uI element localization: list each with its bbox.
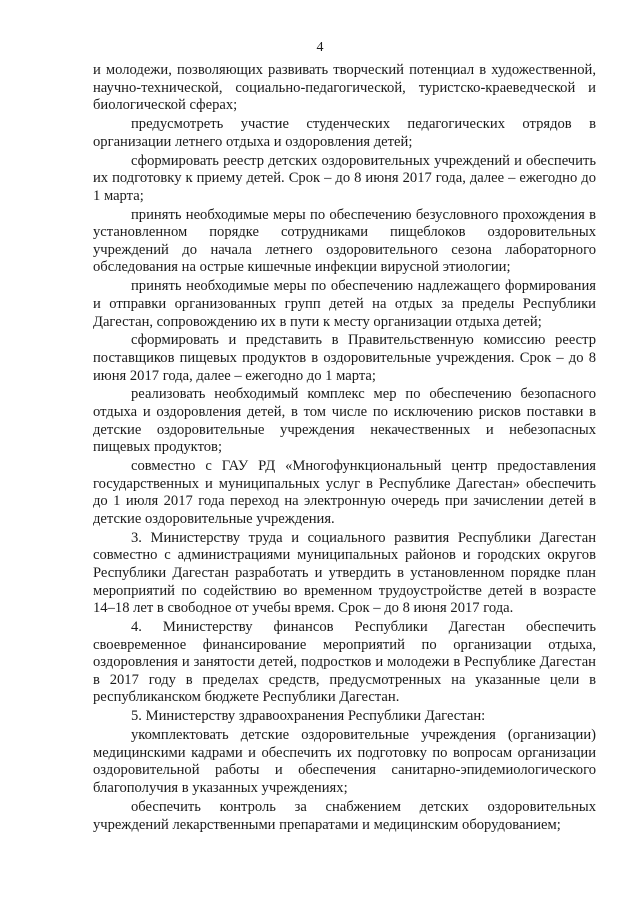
paragraph-9: 3. Министерству труда и социального развития Республики Дагестан совместно с администрациями муниципальных районов и городских округов Республики Дагестан разработать и утвердить в установленном порядке план мероприятий по содействию во временном трудоустройстве детей в возрасте 14–18 лет в свободное от учебы время. Срок – до 8 июня 2017 года. bbox=[93, 529, 596, 617]
paragraph-10: 4. Министерству финансов Республики Дагестан обеспечить своевременное финансирование мероприятий по организации отдыха, оздоровления и занятости детей, подростков и молодежи в Республике Дагестан в 2017 году в пределах средств, предусмотренных на указанные цели в республиканском бюджете Республики Дагестан. bbox=[93, 619, 596, 706]
paragraph-11: 5. Министерству здравоохранения Республики Дагестан: bbox=[131, 708, 486, 725]
paragraph-4: принять необходимые меры по обеспечению безусловного прохождения в установленном порядке сотрудниками пищеблоков оздоровительных учреждений до начала летнего оздоровительного сезона лабораторного обследования на острые кишечные инфекции вирусной этиологии; bbox=[93, 206, 596, 276]
page-number: 4 bbox=[316, 40, 324, 55]
document-body bbox=[93, 62, 596, 835]
paragraph-1: и молодежи, позволяющих развивать творческий потенциал в художественной, научно-технической, социально-педагогической, туристско-краеведческой и биологической сферах; bbox=[93, 62, 596, 114]
paragraph-8: совместно с ГАУ РД «Многофункциональный центр предоставления государственных и муниципальных услуг в Республике Дагестан» обеспечить до 1 июля 2017 года переход на электронную очередь при зачислении детей в детские оздоровительные учреждения. bbox=[93, 458, 596, 527]
paragraph-13: обеспечить контроль за снабжением детских оздоровительных учреждений лекарственными препаратами и медицинским оборудованием; bbox=[93, 798, 596, 833]
paragraph-12: укомплектовать детские оздоровительные учреждения (организации) медицинскими кадрами и обеспечить их подготовку по вопросам организации оздоровительной работы и обеспечения санитарно-эпидемиологического благополучия в указанных учреждениях; bbox=[93, 727, 596, 797]
paragraph-2: предусмотреть участие студенческих педагогических отрядов в организации летнего отдыха и оздоровления детей; bbox=[93, 116, 596, 150]
paragraph-7: реализовать необходимый комплекс мер по обеспечению безопасного отдыха и оздоровления детей, в том числе по исключению рисков поставки в детские оздоровительные учреждения некачественных и небезопасных пищевых продуктов; bbox=[93, 386, 596, 456]
paragraph-6: сформировать и представить в Правительственную комиссию реестр поставщиков пищевых продуктов в оздоровительные учреждения. Срок – до 8 июня 2017 года, далее – ежегодно до 1 марта; bbox=[93, 332, 596, 384]
paragraph-5: принять необходимые меры по обеспечению надлежащего формирования и отправки организованных групп детей на отдых за пределы Республики Дагестан, сопровождению их в пути к месту организации отдыха детей; bbox=[93, 278, 596, 330]
paragraph-3: сформировать реестр детских оздоровительных учреждений и обеспечить их подготовку к приему детей. Срок – до 8 июня 2017 года, далее – ежегодно до 1 марта; bbox=[93, 152, 596, 204]
